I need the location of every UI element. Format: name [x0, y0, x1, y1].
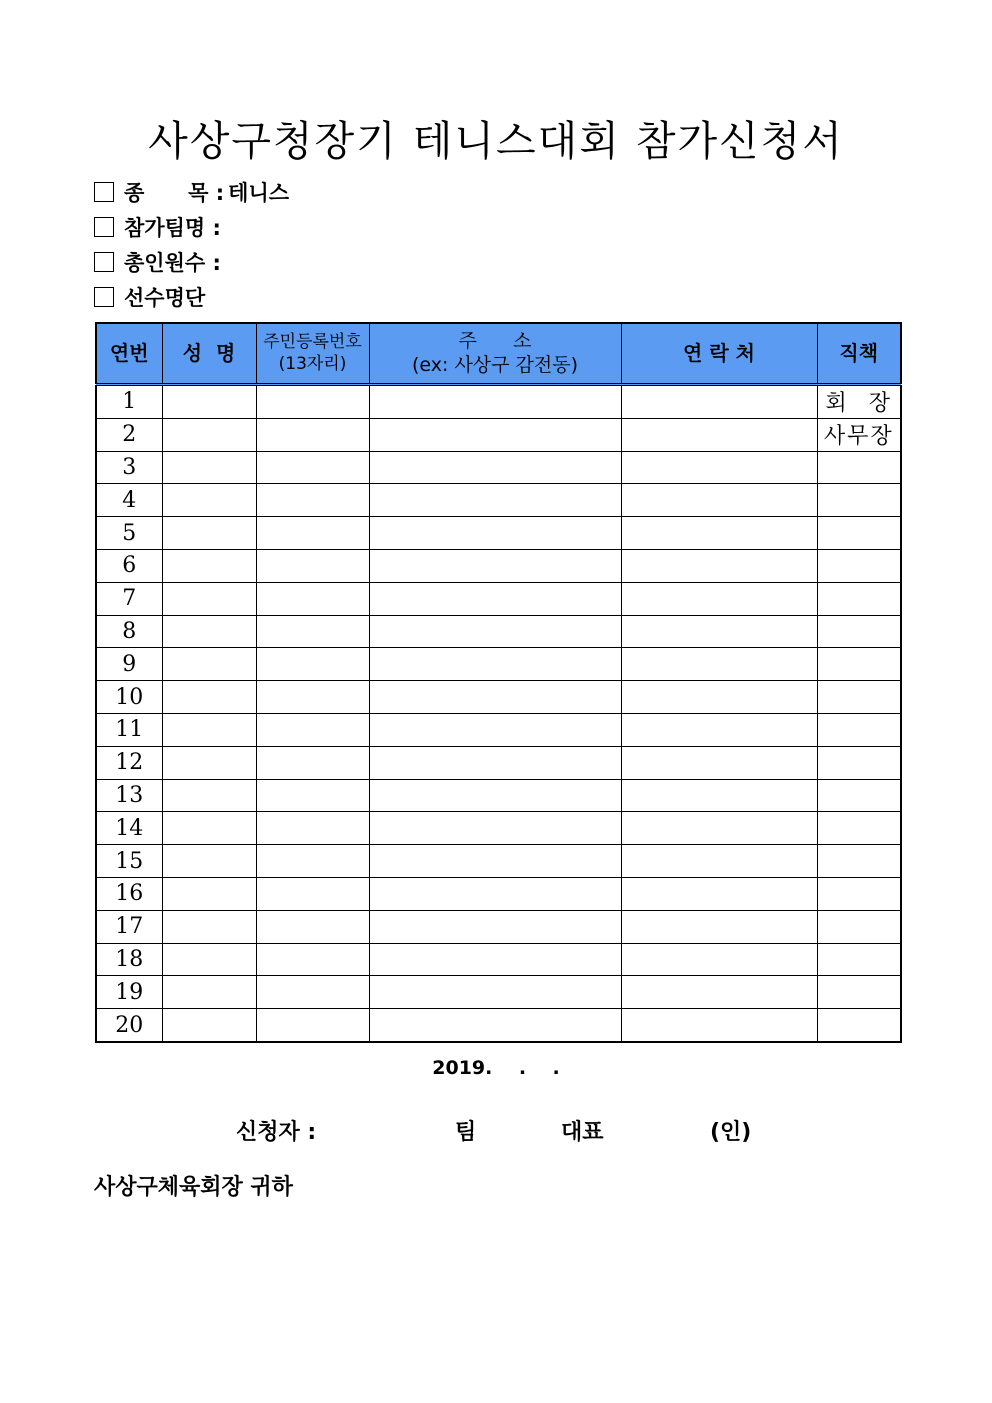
table-row [96, 910, 901, 943]
name-cell[interactable] [162, 517, 256, 550]
role-cell[interactable] [817, 976, 901, 1009]
checkbox-icon[interactable] [94, 217, 114, 237]
id-number-cell[interactable] [256, 681, 369, 714]
address-cell[interactable] [369, 877, 621, 910]
role-cell[interactable] [817, 877, 901, 910]
row-number: 2 [96, 418, 162, 451]
seal-label: (인) [710, 1120, 752, 1145]
id-number-cell[interactable] [256, 549, 369, 582]
row-number: 13 [96, 779, 162, 812]
row-number: 19 [96, 976, 162, 1009]
role-cell[interactable] [817, 484, 901, 517]
table-row [96, 1009, 901, 1042]
name-cell[interactable] [162, 385, 256, 419]
address-cell[interactable] [369, 451, 621, 484]
table-row [96, 385, 901, 419]
id-number-cell[interactable] [256, 877, 369, 910]
table-row [96, 615, 901, 648]
address-cell[interactable] [369, 943, 621, 976]
address-cell[interactable] [369, 976, 621, 1009]
checkbox-icon[interactable] [94, 252, 114, 272]
name-cell[interactable] [162, 976, 256, 1009]
roster-header-row [96, 323, 901, 385]
header-address-line1: 주 소 [458, 329, 532, 352]
role-cell[interactable] [817, 812, 901, 845]
row-number: 12 [96, 746, 162, 779]
address-cell[interactable] [369, 418, 621, 451]
contact-cell[interactable] [621, 943, 817, 976]
contact-cell[interactable] [621, 845, 817, 878]
name-cell[interactable] [162, 549, 256, 582]
name-cell[interactable] [162, 812, 256, 845]
name-cell[interactable] [162, 648, 256, 681]
info-team-name [94, 214, 225, 240]
id-number-cell[interactable] [256, 845, 369, 878]
row-number: 16 [96, 877, 162, 910]
header-id-line2: (13자리) [278, 353, 347, 374]
address-cell[interactable] [369, 845, 621, 878]
role-cell[interactable] [817, 943, 901, 976]
role-cell[interactable] [817, 1009, 901, 1042]
applicant-label: 신청자 : [236, 1120, 317, 1145]
address-cell[interactable] [369, 648, 621, 681]
header-id-line1: 주민등록번호 [263, 332, 362, 353]
address-cell[interactable] [369, 910, 621, 943]
header-no: 연번 [96, 323, 162, 385]
name-cell[interactable] [162, 845, 256, 878]
id-number-cell[interactable] [256, 484, 369, 517]
row-number: 6 [96, 549, 162, 582]
address-cell[interactable] [369, 681, 621, 714]
role-cell[interactable] [817, 681, 901, 714]
role-cell[interactable] [817, 582, 901, 615]
contact-cell[interactable] [621, 1009, 817, 1042]
role-cell[interactable] [817, 910, 901, 943]
info-event-value: 테니스 [228, 181, 290, 205]
table-row [96, 845, 901, 878]
contact-cell[interactable] [621, 877, 817, 910]
address-cell[interactable] [369, 582, 621, 615]
id-number-cell[interactable] [256, 582, 369, 615]
address-cell[interactable] [369, 484, 621, 517]
row-number: 11 [96, 713, 162, 746]
header-contact: 연 락 처 [621, 323, 817, 385]
id-number-cell[interactable] [256, 385, 369, 419]
role-cell[interactable]: 사무장 [817, 418, 901, 451]
role-cell[interactable] [817, 451, 901, 484]
address-cell[interactable] [369, 517, 621, 550]
name-cell[interactable] [162, 418, 256, 451]
contact-cell[interactable] [621, 648, 817, 681]
table-row [96, 451, 901, 484]
id-number-cell[interactable] [256, 779, 369, 812]
name-cell[interactable] [162, 582, 256, 615]
name-cell[interactable] [162, 1009, 256, 1042]
header-name: 성 명 [162, 323, 256, 385]
name-cell[interactable] [162, 877, 256, 910]
id-number-cell[interactable] [256, 517, 369, 550]
table-row [96, 976, 901, 1009]
address-cell[interactable] [369, 549, 621, 582]
contact-cell[interactable] [621, 976, 817, 1009]
header-role: 직책 [817, 323, 901, 385]
name-cell[interactable] [162, 943, 256, 976]
team-label: 팀 [455, 1120, 477, 1145]
role-cell[interactable] [817, 845, 901, 878]
address-cell[interactable] [369, 746, 621, 779]
id-number-cell[interactable] [256, 1009, 369, 1042]
role-cell[interactable] [817, 648, 901, 681]
address-cell[interactable] [369, 713, 621, 746]
role-cell[interactable] [817, 517, 901, 550]
id-number-cell[interactable] [256, 648, 369, 681]
contact-cell[interactable] [621, 681, 817, 714]
name-cell[interactable] [162, 713, 256, 746]
row-number: 17 [96, 910, 162, 943]
id-number-cell[interactable] [256, 615, 369, 648]
contact-cell[interactable] [621, 615, 817, 648]
addressee: 사상구체육회장 귀하 [94, 1175, 293, 1200]
contact-cell[interactable] [621, 779, 817, 812]
id-number-cell[interactable] [256, 451, 369, 484]
table-row [96, 648, 901, 681]
table-row [96, 549, 901, 582]
row-number: 14 [96, 812, 162, 845]
header-address-line2: (ex: 사상구 감전동) [411, 353, 579, 376]
id-number-cell[interactable] [256, 812, 369, 845]
row-number: 18 [96, 943, 162, 976]
id-number-cell[interactable] [256, 943, 369, 976]
name-cell[interactable] [162, 615, 256, 648]
row-number: 7 [96, 582, 162, 615]
role-cell[interactable] [817, 713, 901, 746]
document-title: 사상구청장기 테니스대회 참가신청서 [148, 117, 844, 165]
row-number: 1 [96, 385, 162, 419]
address-cell[interactable] [369, 779, 621, 812]
row-number: 10 [96, 681, 162, 714]
row-number: 20 [96, 1009, 162, 1042]
contact-cell[interactable] [621, 451, 817, 484]
name-cell[interactable] [162, 681, 256, 714]
table-row [96, 418, 901, 451]
representative-label: 대표 [561, 1120, 604, 1145]
address-cell[interactable] [369, 385, 621, 419]
header-address [369, 323, 621, 385]
role-cell[interactable]: 회 장 [817, 385, 901, 419]
info-total-members [94, 249, 225, 275]
row-number: 4 [96, 484, 162, 517]
roster-table [95, 322, 902, 1043]
name-cell[interactable] [162, 779, 256, 812]
id-number-cell[interactable] [256, 713, 369, 746]
contact-cell[interactable] [621, 484, 817, 517]
role-cell[interactable] [817, 615, 901, 648]
table-row [96, 943, 901, 976]
table-row [96, 681, 901, 714]
address-cell[interactable] [369, 812, 621, 845]
contact-cell[interactable] [621, 582, 817, 615]
info-player-list [94, 284, 209, 310]
name-cell[interactable] [162, 910, 256, 943]
name-cell[interactable] [162, 484, 256, 517]
info-total-members-label: 총인원수 : [124, 251, 221, 275]
table-row [96, 812, 901, 845]
contact-cell[interactable] [621, 713, 817, 746]
address-cell[interactable] [369, 615, 621, 648]
address-cell[interactable] [369, 1009, 621, 1042]
id-number-cell[interactable] [256, 746, 369, 779]
role-cell[interactable] [817, 549, 901, 582]
role-cell[interactable] [817, 746, 901, 779]
row-number: 5 [96, 517, 162, 550]
info-event [94, 179, 289, 205]
contact-cell[interactable] [621, 910, 817, 943]
checkbox-icon[interactable] [94, 287, 114, 307]
table-row [96, 582, 901, 615]
role-cell[interactable] [817, 779, 901, 812]
table-row [96, 484, 901, 517]
application-date: 2019. . . [432, 1057, 560, 1079]
table-row [96, 713, 901, 746]
info-player-list-label: 선수명단 [124, 286, 206, 310]
row-number: 8 [96, 615, 162, 648]
name-cell[interactable] [162, 746, 256, 779]
contact-cell[interactable] [621, 746, 817, 779]
name-cell[interactable] [162, 451, 256, 484]
info-team-name-label: 참가팀명 : [124, 216, 221, 240]
contact-cell[interactable] [621, 385, 817, 419]
header-id-number [256, 323, 369, 385]
checkbox-icon[interactable] [94, 182, 114, 202]
table-row [96, 877, 901, 910]
contact-cell[interactable] [621, 517, 817, 550]
id-number-cell[interactable] [256, 976, 369, 1009]
contact-cell[interactable] [621, 812, 817, 845]
row-number: 15 [96, 845, 162, 878]
table-row [96, 517, 901, 550]
id-number-cell[interactable] [256, 910, 369, 943]
info-event-label: 종 목 : [124, 181, 225, 205]
table-row [96, 746, 901, 779]
row-number: 3 [96, 451, 162, 484]
row-number: 9 [96, 648, 162, 681]
table-row [96, 779, 901, 812]
id-number-cell[interactable] [256, 418, 369, 451]
contact-cell[interactable] [621, 549, 817, 582]
contact-cell[interactable] [621, 418, 817, 451]
